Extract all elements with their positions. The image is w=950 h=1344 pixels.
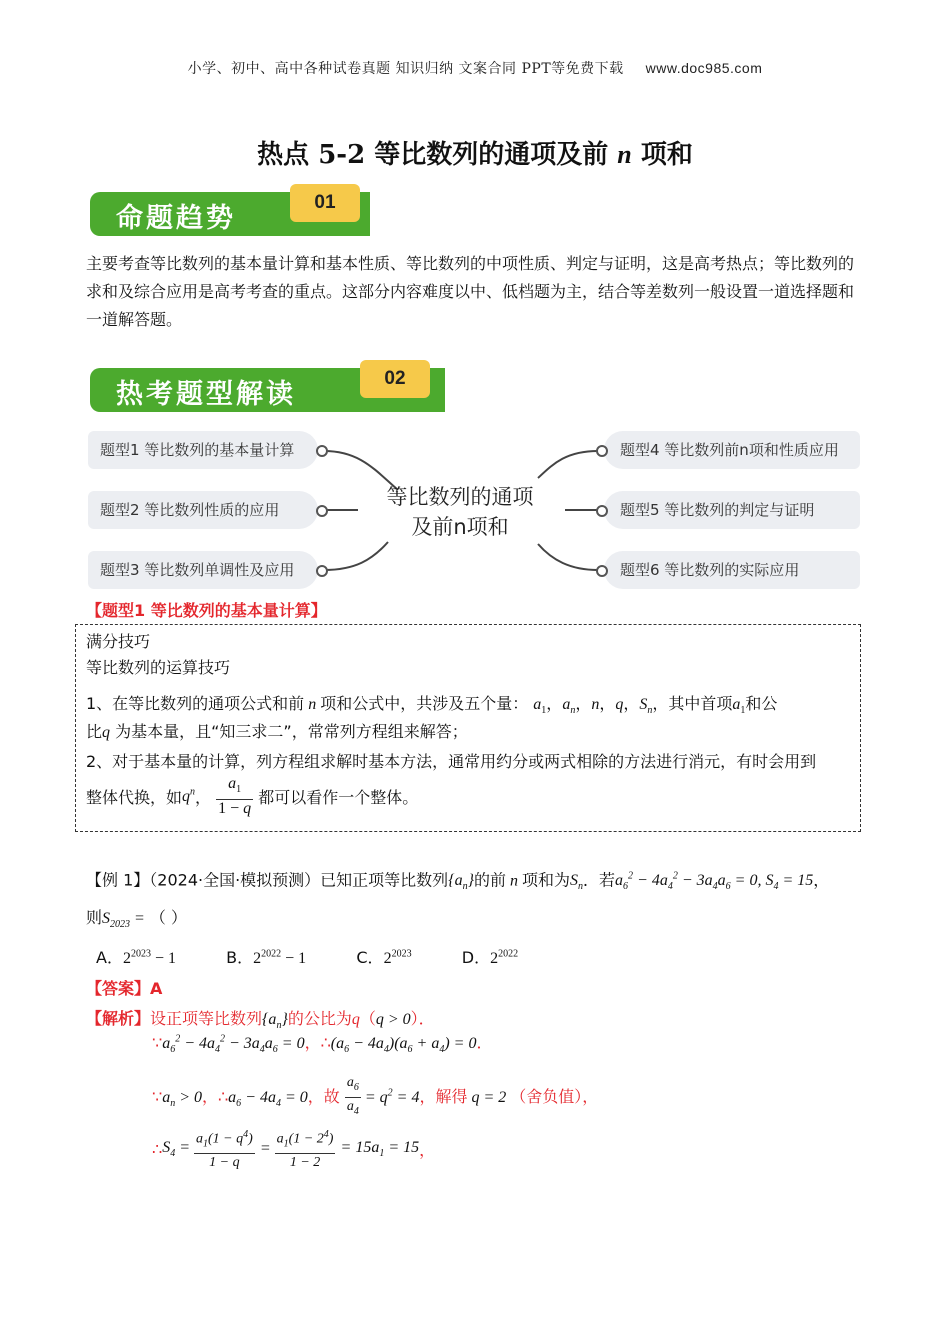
option-a[interactable]: A．$2^{2023} - 1$ bbox=[96, 948, 176, 968]
option-d[interactable]: D．$2^{2022}$ bbox=[461, 948, 519, 968]
example-question: 则$S_{2023}$ = （ ） bbox=[86, 907, 187, 930]
tips-line-1: 1、在等比数列的通项公式和前 n 项和公式中，共涉及五个量： $a_1$，$a_n$，n，q，$S_n$，其中首项$a_1$和公 bbox=[86, 694, 778, 717]
title-prefix: 热点 5-2 等比数列的通项及前 bbox=[257, 140, 618, 170]
example-1 bbox=[86, 862, 876, 1041]
types-banner bbox=[90, 360, 450, 412]
banner-label: 热考题型解读 bbox=[116, 379, 296, 410]
analysis-step-3: $\therefore S_4$ = $\frac{a_1(1 - q^4)}{1 - q}$ = $\frac{a_1(1 - 2^4)}{1 - 2}$ = $15a_1 = 15$， bbox=[152, 1126, 435, 1172]
trend-banner bbox=[90, 184, 380, 236]
tips-line-2: 比q 为基本量，且“知三求二”，常常列方程组来解答； bbox=[86, 722, 468, 741]
title-var: n bbox=[617, 140, 632, 169]
connector-dot bbox=[596, 565, 608, 577]
topic-6[interactable]: 题型6 等比数列的实际应用 bbox=[604, 551, 860, 589]
connector-dot bbox=[596, 505, 608, 517]
topic-2[interactable]: 题型2 等比数列性质的应用 bbox=[88, 491, 318, 529]
section-heading: 【题型1 等比数列的基本量计算】 bbox=[86, 601, 327, 620]
connector-dot bbox=[596, 445, 608, 457]
topic-1[interactable]: 题型1 等比数列的基本量计算 bbox=[88, 431, 318, 469]
page-title bbox=[0, 134, 950, 171]
analysis-step-2: $\because a_n > 0$，$\therefore a_6 - 4a_4 = 0$，故 $\frac{a_6}{a_4}$ = $q^2 = 4$，解得 q = 2 （舍负值）， bbox=[152, 1075, 599, 1117]
tips-line-3: 2、对于基本量的计算，列方程组求解时基本方法，通常用约分或两式相除的方法进行消元，有时会用到 bbox=[86, 752, 817, 771]
tips-line-4: 整体代换，如$q^n$， $\frac{a_1}{1 - q}$ 都可以看作一个整体。 bbox=[86, 775, 419, 818]
trend-paragraph: 主要考查等比数列的基本量计算和基本性质、等比数列的中项性质、判定与证明，这是高考热点；等比数列的求和及综合应用是高考考查的重点。这部分内容难度以中、低档题为主，结合等差数列一般设置一道选择题和一道解答题。 bbox=[86, 254, 855, 329]
tips-heading: 满分技巧 bbox=[86, 632, 151, 651]
banner-number: 02 bbox=[360, 360, 430, 398]
analysis-intro: 【解析】设正项等比数列$\{a_n\}$的公比为q（q > 0）． bbox=[86, 1009, 435, 1032]
example-options bbox=[96, 940, 876, 974]
option-b[interactable]: B．$2^{2022} - 1$ bbox=[226, 948, 307, 968]
tips-box bbox=[75, 624, 861, 832]
tips-subheading: 等比数列的运算技巧 bbox=[86, 658, 231, 677]
connector-dot bbox=[316, 445, 328, 457]
answer: 【答案】A bbox=[86, 979, 163, 999]
header-url[interactable]: www.doc985.com bbox=[645, 60, 763, 76]
analysis-step-1: $\because a_6^2 - 4a_4^2 - 3a_4a_6 = 0$，$\therefore(a_6 - 4a_4)(a_6 + a_4) = 0$． bbox=[152, 1033, 493, 1056]
connector-dot bbox=[316, 565, 328, 577]
page-header bbox=[0, 58, 950, 78]
option-c[interactable]: C．$2^{2023}$ bbox=[356, 948, 412, 968]
topic-3[interactable]: 题型3 等比数列单调性及应用 bbox=[88, 551, 318, 589]
example-stem: 【例 1】（2024·全国·模拟预测）已知正项等比数列$\{a_n\}$的前 n 项和为$S_n$．若$a_6^2 - 4a_4^2 - 3a_4a_6 = 0$, $S_4 = 15$， bbox=[86, 870, 830, 893]
banner-number: 01 bbox=[290, 184, 360, 222]
connector-dot bbox=[316, 505, 328, 517]
mindmap-center: 等比数列的通项及前n项和 bbox=[386, 485, 534, 539]
banner-label: 命题趋势 bbox=[116, 203, 236, 234]
topic-5[interactable]: 题型5 等比数列的判定与证明 bbox=[604, 491, 860, 529]
header-text: 小学、初中、高中各种试卷真题 知识归纳 文案合同 PPT等免费下载 bbox=[187, 61, 624, 77]
title-suffix: 项和 bbox=[631, 140, 693, 170]
topic-4[interactable]: 题型4 等比数列前n项和性质应用 bbox=[604, 431, 860, 469]
